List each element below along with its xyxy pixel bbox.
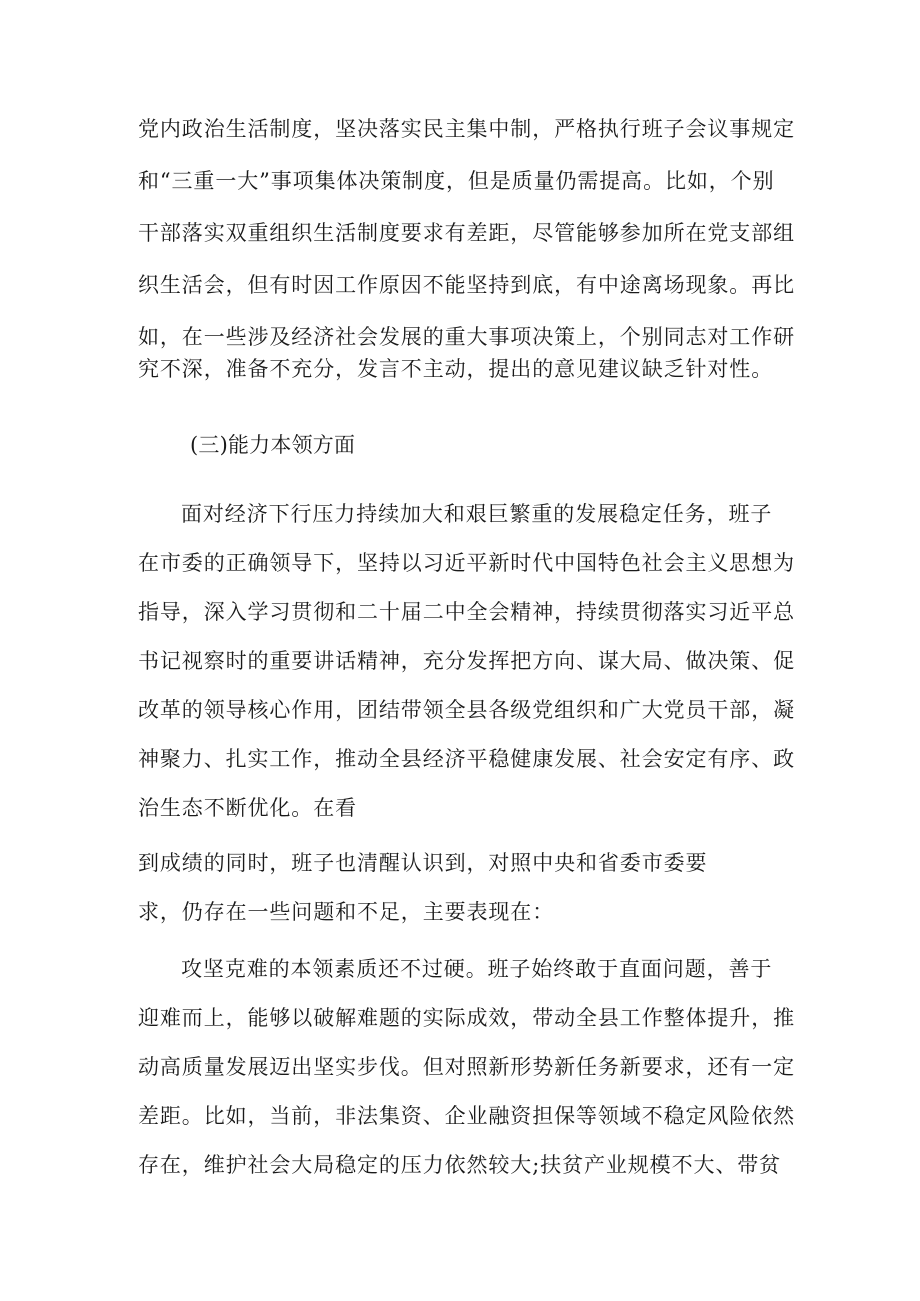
- text-line: 动高质量发展迈出坚实步伐。但对照新形势新任务新要求，还有一定: [138, 1055, 795, 1079]
- text-line: 和“三重一大”事项集体决策制度，但是质量仍需提高。比如，个别: [138, 169, 775, 193]
- text-line: 指导，深入学习贯彻和二十届二中全会精神，持续贯彻落实习近平总: [138, 600, 795, 624]
- text-line: 神聚力、扎实工作，推动全县经济平稳健康发展、社会安定有序、政: [138, 747, 795, 771]
- text-line: 到成绩的同时，班子也清醒认识到，对照中央和省委市委要: [138, 851, 708, 875]
- text-line: 党内政治生活制度，坚决落实民主集中制，严格执行班子会议事规定: [138, 117, 795, 141]
- text-line: 在市委的正确领导下，坚持以习近平新时代中国特色社会主义思想为: [138, 551, 795, 575]
- text-line: 书记视察时的重要讲话精神，充分发挥把方向、谋大局、做决策、促: [138, 649, 795, 673]
- text-line: 面对经济下行压力持续加大和艰巨繁重的发展稳定任务，班子: [181, 502, 773, 526]
- text-line: 究不深，准备不充分，发言不主动，提出的意见建议缺乏针对性。: [138, 357, 774, 381]
- section-heading: (三)能力本领方面: [190, 433, 356, 457]
- text-line: 干部落实双重组织生活制度要求有差距，尽管能够参加所在党支部组: [138, 221, 795, 245]
- text-line: 求，仍存在一些问题和不足，主要表现在：: [138, 900, 555, 924]
- text-line: 改革的领导核心作用，团结带领全县各级党组织和广大党员干部，凝: [138, 698, 795, 722]
- text-line: 迎难而上，能够以破解难题的实际成效，带动全县工作整体提升，推: [138, 1006, 795, 1030]
- text-line: 织生活会，但有时因工作原因不能坚持到底，有中途离场现象。再比: [138, 273, 795, 297]
- text-line: 存在，维护社会大局稳定的压力依然较大;扶贫产业规模不大、带贫: [138, 1153, 782, 1177]
- text-line: 攻坚克难的本领素质还不过硬。班子始终敢于直面问题，善于: [181, 957, 773, 981]
- text-line: 治生态不断优化。在看: [138, 796, 357, 820]
- text-line: 差距。比如，当前，非法集资、企业融资担保等领域不稳定风险依然: [138, 1104, 795, 1128]
- text-line: 如，在一些涉及经济社会发展的重大事项决策上，个别同志对工作研: [138, 325, 795, 349]
